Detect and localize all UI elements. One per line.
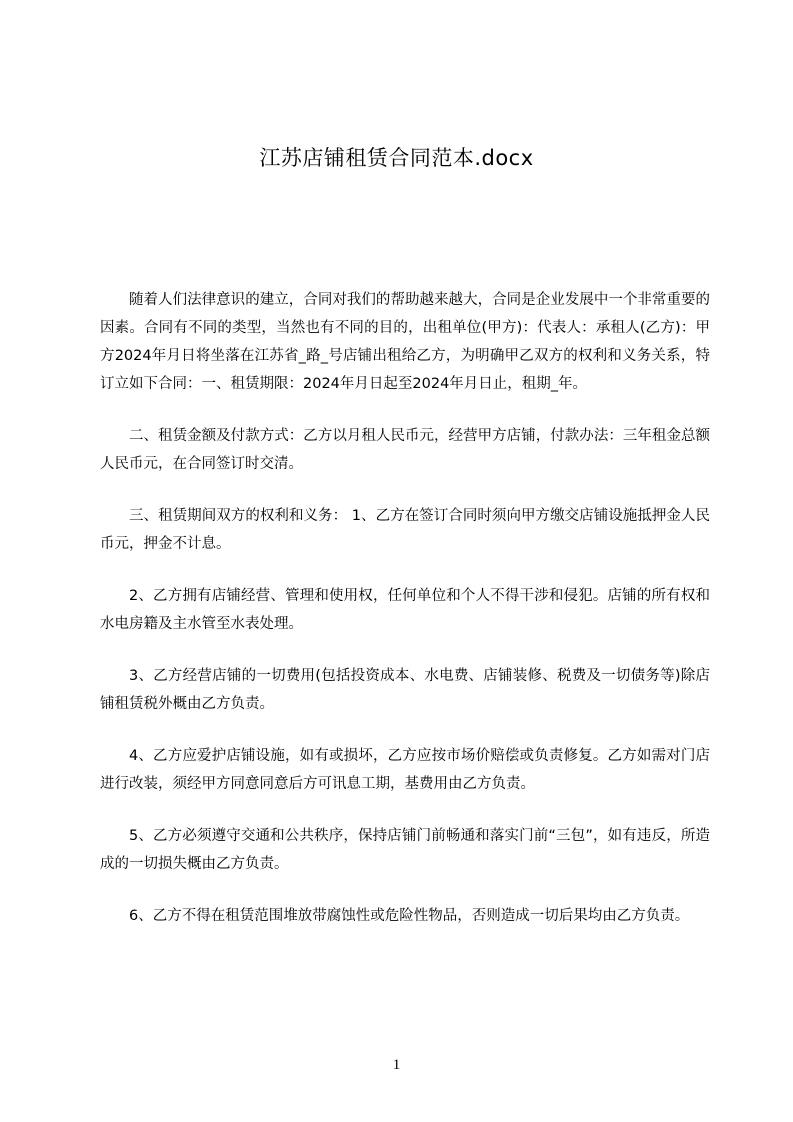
paragraph-clause-3: 3、乙方经营店铺的一切费用(包括投资成本、水电费、店铺装修、税费及一切债务等)除店铺租赁税外概由乙方负责。 [100,668,710,712]
paragraph-clause-5: 5、乙方必须遵守交通和公共秩序，保持店铺门前畅通和落实门前“三包”，如有违反，所造成的一切损失概由乙方负责。 [100,828,710,872]
paragraph-rent-payment: 二、租赁金额及付款方式：乙方以月租人民币元，经营甲方店铺，付款办法：三年租金总额人民币元，在合同签订时交清。 [100,428,710,472]
paragraph-clause-6: 6、乙方不得在租赁范围堆放带腐蚀性或危险性物品，否则造成一切后果均由乙方负责。 [129,908,690,924]
paragraph-intro: 随着人们法律意识的建立，合同对我们的帮助越来越大，合同是企业发展中一个非常重要的因素。合同有不同的类型，当然也有不同的目的，出租单位(甲方)：代表人：承租人(乙方)：甲方2024年月日将坐落在江苏省_路_号店铺出租给乙方，为明确甲乙双方的权利和义务关系，特订立如下合同：一、租赁期限：2024年月日起至2024年月日止，租期_年。 [100,292,710,392]
paragraph-rights-duties: 三、租赁期间双方的权利和义务： 1、乙方在签订合同时须向甲方缴交店铺设施抵押金人民币元，押金不计息。 [100,508,710,552]
page-number: 1 [392,1057,401,1073]
document-body [100,286,710,954]
paragraph-clause-2: 2、乙方拥有店铺经营、管理和使用权，任何单位和个人不得干涉和侵犯。店铺的所有权和水电房籍及主水管至水表处理。 [100,588,710,632]
document-title: 江苏店铺租赁合同范本.docx [259,146,534,170]
paragraph-clause-4: 4、乙方应爱护店铺设施，如有或损坏，乙方应按市场价赔偿或负责修复。乙方如需对门店进行改装，须经甲方同意同意后方可讯息工期，基费用由乙方负责。 [100,748,710,792]
